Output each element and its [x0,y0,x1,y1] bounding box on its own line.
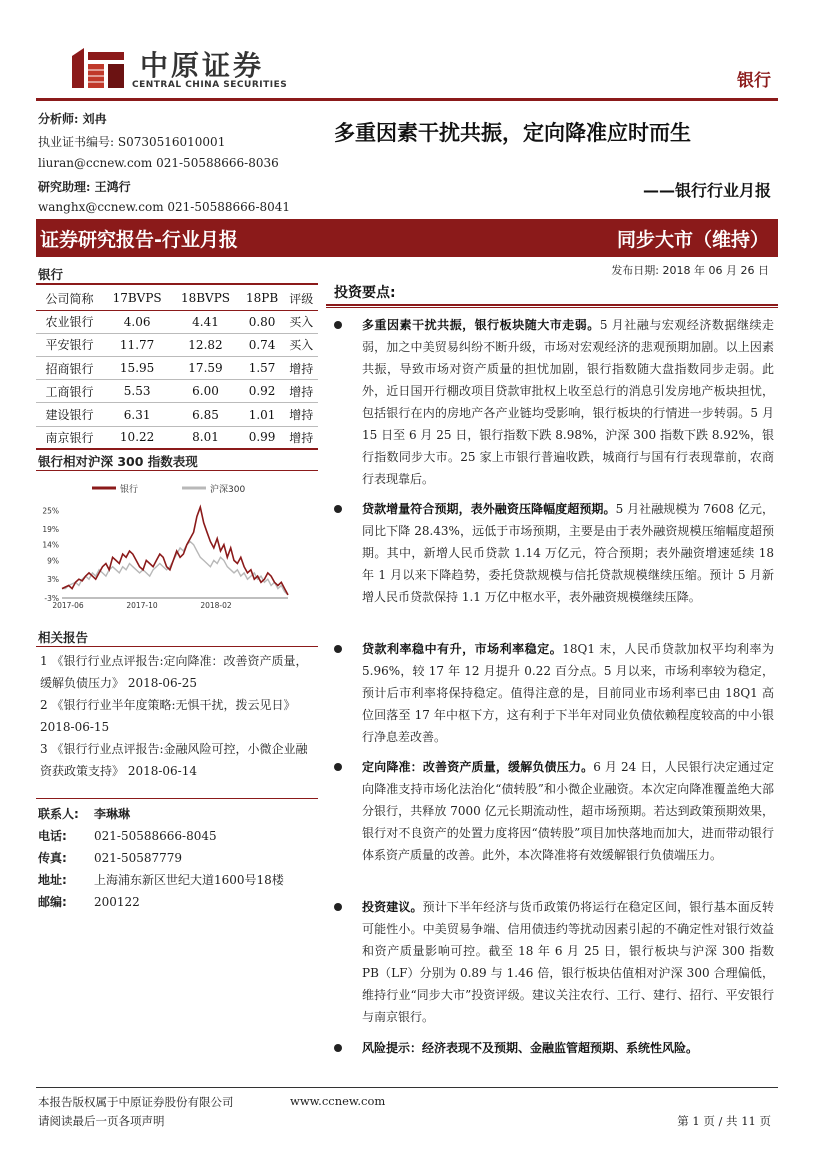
table-cell: 买入 [285,333,319,356]
contact-phone-row [38,827,217,844]
analyst-contact: liuran@ccnew.com 021-50588666-8036 [38,156,279,170]
bullet-icon [334,763,342,771]
relative-performance-chart [36,476,318,612]
x-tick-label: 2018-02 [200,601,232,610]
table-cell: 农业银行 [36,310,103,333]
table-cell: 4.06 [103,310,171,333]
header-divider [36,98,778,101]
table-row [36,380,318,403]
bank-section-title: 银行 [38,267,64,282]
col-header: 18PB [240,287,285,310]
table-cell: 1.01 [240,403,285,426]
legend-label: 沪深300 [210,485,246,495]
publish-date: 发布日期: 2018 年 06 月 26 日 [611,264,769,277]
table-cell: 6.31 [103,403,171,426]
table-cell: 4.41 [171,310,239,333]
table-cell: 平安银行 [36,333,103,356]
rating-label: 同步大市（维持） [616,229,769,251]
key-point-lead: 多重因素干扰共振，银行板块随大市走弱。 [362,318,600,332]
key-point-lead: 贷款增量符合预期，表外融资压降幅度超预期。 [362,502,616,516]
related-report-item[interactable]: 1 《银行行业点评报告:定向降准：改善资产质量，缓解负债压力》 2018-06-25 [40,654,308,690]
section-divider [36,283,318,285]
report-title: 多重因素干扰共振，定向降准应时而生 [334,121,691,145]
section-divider [326,304,778,306]
footer-website[interactable]: www.ccnew.com [290,1094,386,1108]
table-cell: 10.22 [103,426,171,449]
footer-page-number: 第 1 页 / 共 11 页 [677,1114,771,1128]
key-point-body: 预计下半年经济与货币政策仍将运行在稳定区间，银行基本面反转可能性小。中美贸易争端、信用债违约等扰动因素引起的不确定性对银行效益和资产质量影响可控。截至 18 年 6 月 25 日，银行板块与沪深 300 指数 PB（LF）分别为 0.89 与 1.46 倍，银行板块估值相对沪深 300 合理偏低，维持行业“同步大市”投资评级。建议关注农行、工行、建行、招行、平安银行与南京银行。 [362,900,774,1024]
contact-fax-label: 传真: [38,851,67,865]
related-report-item[interactable]: 2 《银行行业半年度策略:无惧干扰，拨云见日》 2018-06-15 [40,698,296,734]
table-cell: 8.01 [171,426,239,449]
section-divider [36,798,318,799]
table-cell: 招商银行 [36,357,103,380]
table-cell: 增持 [285,403,319,426]
table-row [36,403,318,426]
bullet-icon [334,321,342,329]
related-reports-title: 相关报告 [38,630,89,645]
y-tick-label: 19% [42,525,59,535]
y-tick-label: 25% [42,506,59,516]
bullet-icon [334,1044,342,1052]
table-cell: 0.80 [240,310,285,333]
table-cell: 1.57 [240,357,285,380]
section-divider [36,470,318,471]
key-point-lead: 贷款利率稳中有升，市场利率稳定。 [362,642,563,656]
table-cell: 12.82 [171,333,239,356]
col-header: 18BVPS [171,287,239,310]
key-point-body: 6 月 24 日，人民银行决定通过定向降准支持市场化法治化“债转股”和小微企业融资。本次定向降准覆盖绝大部分银行，共释放 7000 亿元长期流动性，超市场预期。若达到政策预期效果，银行对不良资产的处置力度将因“债转股”项目加快落地而加大，进而带动银行体系资产质量的改善。此外，本次降准将有效缓解银行负债端压力。 [362,760,774,862]
table-row [36,357,318,380]
footer-disclaimer: 请阅读最后一页各项声明 [38,1114,165,1128]
key-point-5 [362,896,774,1028]
key-points-title: 投资要点: [334,285,396,301]
contact-fax: 021-50587779 [94,851,183,865]
legend-label: 银行 [120,485,139,495]
key-point-2 [362,498,774,608]
table-cell: 买入 [285,310,319,333]
table-header-row [36,287,318,310]
x-tick-label: 2017-06 [52,601,84,610]
contact-zip-row [38,893,140,910]
table-cell: 5.53 [103,380,171,403]
contact-phone-label: 电话: [38,829,67,843]
section-divider [36,646,318,647]
col-header: 公司简称 [36,287,103,310]
logo-text-cn: 中原证券 [140,49,265,82]
key-point-lead: 风险提示：经济表现不及预期、金融监管超预期、系统性风险。 [362,1041,699,1055]
key-point-lead: 投资建议。 [362,900,423,914]
analyst-name: 分析师: 刘冉 [38,112,107,126]
key-point-body: 18Q1 末，人民币贷款加权平均利率为 5.96%，较 17 年 12 月提升 0.22 百分点。5 月以来，市场利率较为稳定，预计后市利率将保持稳定。值得注意的是，目前同业市场利率已由 18Q1 高位回落至 17 年中枢下方，这有利于下半年对同业负债依赖程度较高的中小银行净息差改善。 [362,642,774,744]
report-type-label: 证券研究报告-行业月报 [40,229,238,251]
key-point-body: 5 月社融规模为 7608 亿元，同比下降 28.43%，远低于市场预期，主要是由于表外融资规模压缩幅度超预期。其中，新增人民币贷款 1.14 万亿元，符合预期；表外融资增速延续 18 年 1 月以来下降趋势，委托贷款规模与信托贷款规模继续压缩。预计 5 月新增人民币贷款保持 1.1 万亿中枢水平，表外融资规模继续压降。 [362,502,774,604]
assistant-name: 研究助理: 王鸿行 [38,180,131,194]
bullet-icon [334,903,342,911]
table-cell: 增持 [285,380,319,403]
table-cell: 建设银行 [36,403,103,426]
y-tick-label: -3% [44,594,59,603]
logo-text-en: CENTRAL CHINA SECURITIES [132,80,288,90]
contact-address-label: 地址: [38,873,67,887]
series-line-csi300 [62,542,288,595]
contact-person-row [38,805,130,822]
table-row [36,426,318,449]
key-point-6 [362,1037,774,1059]
assistant-contact: wanghx@ccnew.com 021-50588666-8041 [38,200,291,214]
section-divider [326,307,778,308]
key-point-4 [362,756,774,866]
table-cell: 15.95 [103,357,171,380]
key-point-body: 5 月社融与宏观经济数据继续走弱，加之中美贸易纠纷不断升级，市场对宏观经济的悲观预期加剧。以上因素共振，导致市场对资产质量的担忧加剧，银行指数随大盘指数同步走弱。此外，近日国开行棚改项目贷款审批权上收至总行的消息引发房地产板块担忧，包括银行在内的房地产各产业链均受影响，银行板块的行情进一步转弱。5 月 15 日至 6 月 25 日，银行指数下跌 8.98%，沪深 300 指数下跌 8.92%，银行指数同步大市。25 家上市银行普遍收跌，城商行与国有行表现靠前，农商行表现靠后。 [362,318,774,486]
table-cell: 南京银行 [36,426,103,449]
key-point-1 [362,314,774,490]
col-header: 17BVPS [103,287,171,310]
contact-fax-row [38,849,182,866]
analyst-cert: 执业证书编号: S0730516010001 [38,135,226,149]
col-header: 评级 [285,287,319,310]
key-point-lead: 定向降准：改善资产质量，缓解负债压力。 [362,760,594,774]
contact-address: 上海浦东新区世纪大道1600号18楼 [94,873,284,887]
contact-phone: 021-50588666-8045 [94,829,217,843]
footer-divider [36,1087,778,1088]
table-row [36,333,318,356]
bullet-icon [334,645,342,653]
contact-address-row [38,871,284,888]
table-cell: 6.85 [171,403,239,426]
y-tick-label: 9% [47,556,59,566]
contact-person: 李琳琳 [94,807,131,821]
sector-tag: 银行 [737,71,771,91]
table-cell: 11.77 [103,333,171,356]
chart-section-title: 银行相对沪深 300 指数表现 [38,454,198,469]
x-tick-label: 2017-10 [126,601,158,610]
table-cell: 工商银行 [36,380,103,403]
table-cell: 0.92 [240,380,285,403]
bullet-icon [334,505,342,513]
contact-zip: 200122 [94,895,140,909]
contact-zip-label: 邮编: [38,895,67,909]
report-subtitle: ——银行行业月报 [642,181,771,200]
table-cell: 6.00 [171,380,239,403]
table-cell: 0.74 [240,333,285,356]
y-tick-label: 14% [42,540,59,550]
contact-person-label: 联系人: [38,807,79,821]
footer-copyright: 本报告版权属于中原证券股份有限公司 [38,1095,234,1109]
y-tick-label: 3% [47,575,59,585]
table-cell: 增持 [285,426,319,449]
company-logo-icon [68,44,128,92]
series-line-bank [62,507,288,595]
table-cell: 17.59 [171,357,239,380]
bank-valuation-table [36,287,318,450]
table-row [36,310,318,333]
table-cell: 0.99 [240,426,285,449]
table-cell: 增持 [285,357,319,380]
related-report-item[interactable]: 3 《银行行业点评报告:金融风险可控，小微企业融资获政策支持》 2018-06-14 [40,742,308,778]
key-point-3 [362,638,774,748]
